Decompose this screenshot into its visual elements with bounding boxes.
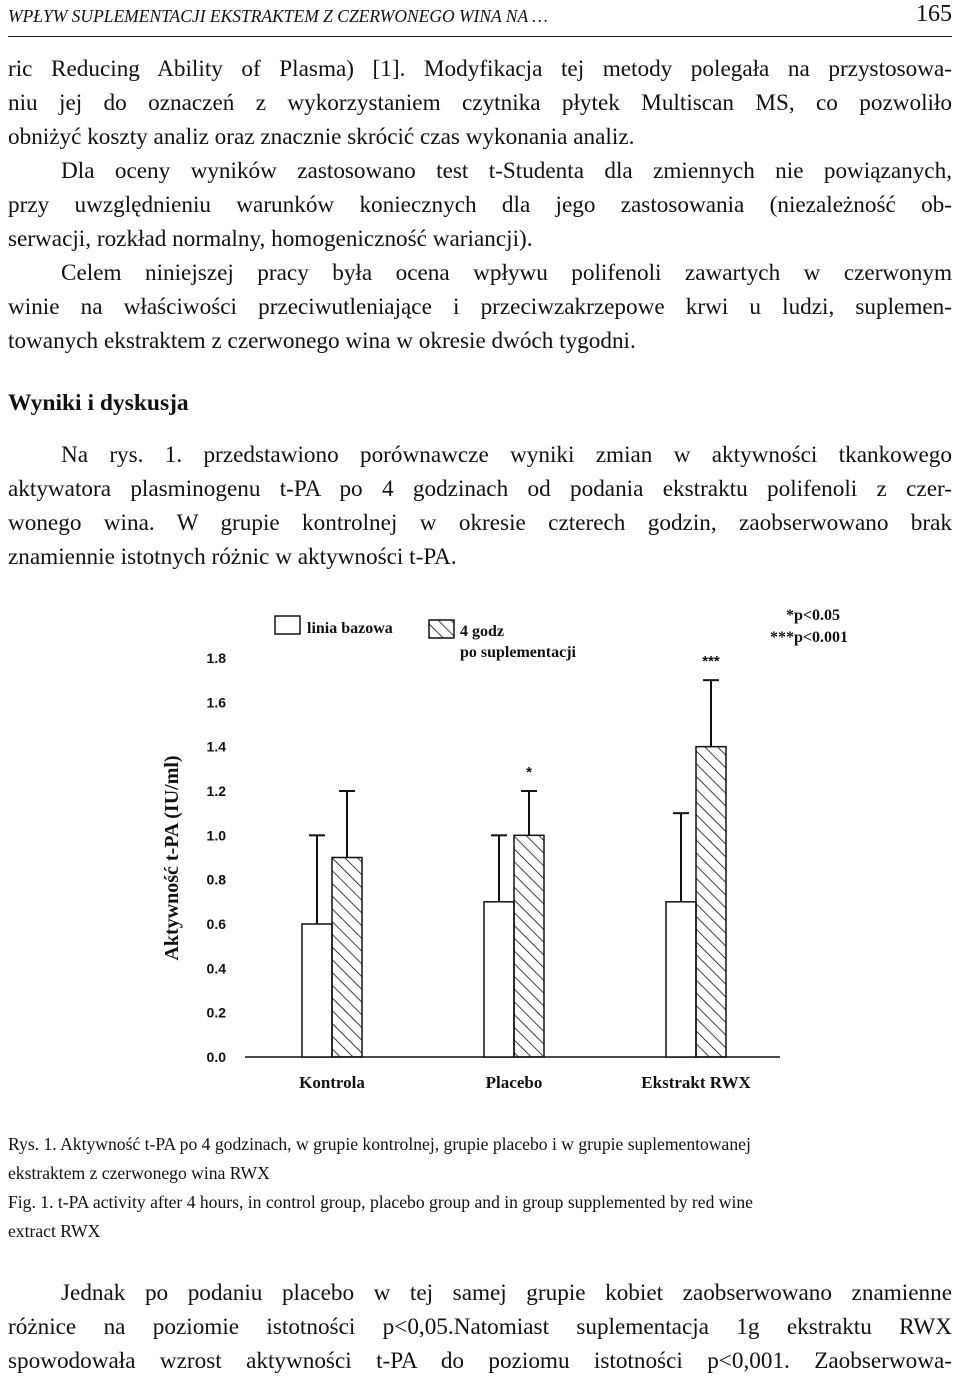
text-line: Dla oceny wyników zastosowano test t-Studenta dla zmiennych nie powiązanych, bbox=[61, 158, 952, 184]
y-axis-label: Aktywność t-PA (IU/ml) bbox=[161, 755, 183, 961]
bar-baseline bbox=[666, 902, 696, 1057]
text-line: winie na właściwości przeciwutleniające i przeciwzakrzepowe krwi u ludzi, suplemen- bbox=[8, 294, 952, 320]
x-category-label: Placebo bbox=[485, 1073, 543, 1092]
x-category-label: Kontrola bbox=[299, 1073, 365, 1092]
text-line: wonego wina. W grupie kontrolnej w okresie czterech godzin, zaobserwowano brak bbox=[8, 510, 952, 536]
paragraph-2 bbox=[8, 154, 952, 256]
y-tick-label: 0.6 bbox=[206, 916, 226, 932]
text-line: przy uwzględnieniu warunków koniecznych dla jego zastosowania (niezależność ob- bbox=[8, 192, 952, 218]
text-line: ric Reducing Ability of Plasma) [1]. Modyfikacja tej metody polegała na przystosowa- bbox=[8, 56, 952, 82]
text-line: spowodowała wzrost aktywności t-PA do poziomu istotności p<0,001. Zaobserwowa- bbox=[8, 1348, 952, 1374]
legend-label-baseline: linia bazowa bbox=[307, 620, 393, 637]
y-tick-label: 0.2 bbox=[206, 1004, 226, 1021]
legend-label-supplemented: 4 godz bbox=[460, 623, 504, 640]
caption-line: Rys. 1. Aktywność t-PA po 4 godzinach, w grupie kontrolnej, grupie placebo i w grupie suplementowanej bbox=[8, 1134, 751, 1154]
paragraph-5 bbox=[8, 1276, 952, 1378]
x-category-label: Ekstrakt RWX bbox=[641, 1073, 751, 1092]
text-line: Jednak po podaniu placebo w tej samej grupie kobiet zaobserwowano znamienne bbox=[61, 1280, 952, 1306]
running-header-title: WPŁYW SUPLEMENTACJI EKSTRAKTEM Z CZERWONEGO WINA NA … bbox=[8, 6, 548, 26]
y-tick-label: 0.8 bbox=[206, 871, 226, 888]
caption-line: ekstraktem z czerwonego wina RWX bbox=[8, 1163, 270, 1183]
figure-caption-pl bbox=[8, 1130, 952, 1188]
figure-1 bbox=[0, 590, 960, 1110]
bar-after-supplementation bbox=[514, 835, 544, 1057]
text-line: towanych ekstraktem z czerwonego wina w okresie dwóch tygodni. bbox=[8, 328, 636, 354]
bar-after-supplementation bbox=[696, 747, 726, 1057]
bar-baseline bbox=[302, 924, 332, 1057]
y-tick-label: 0.0 bbox=[206, 1049, 226, 1065]
y-tick-label: 1.4 bbox=[206, 738, 226, 755]
legend-label-supplemented: po suplementacji bbox=[460, 644, 576, 661]
text-line: niu jej do oznaczeń z wykorzystaniem czytnika płytek Multiscan MS, co pozwoliło bbox=[8, 90, 952, 116]
bar-chart bbox=[0, 590, 960, 1110]
bar-baseline bbox=[484, 902, 514, 1057]
section-heading: Wyniki i dyskusja bbox=[8, 390, 189, 416]
page-number: 165 bbox=[916, 1, 952, 27]
y-tick-label: 1.2 bbox=[206, 783, 226, 799]
y-tick-label: 1.0 bbox=[206, 827, 226, 844]
paragraph-3 bbox=[8, 256, 952, 358]
y-tick-label: 1.8 bbox=[206, 650, 226, 666]
significance-mark: * bbox=[526, 764, 532, 781]
significance-legend: *p<0.05 bbox=[785, 607, 840, 624]
text-line: aktywatora plasminogenu t-PA po 4 godzinach od podania ekstraktu polifenoli z czer- bbox=[8, 476, 952, 502]
running-header bbox=[8, 1, 952, 30]
caption-line: extract RWX bbox=[8, 1221, 101, 1241]
bar-after-supplementation bbox=[332, 858, 362, 1058]
figure-caption-en bbox=[8, 1188, 952, 1246]
text-line: znamiennie istotnych różnic w aktywności t-PA. bbox=[8, 544, 457, 570]
text-line: Na rys. 1. przedstawiono porównawcze wyniki zmian w aktywności tkankowego bbox=[61, 442, 952, 468]
caption-line: Fig. 1. t-PA activity after 4 hours, in control group, placebo group and in group supplemented by red wine bbox=[8, 1192, 753, 1212]
significance-legend: ***p<0.001 bbox=[769, 629, 848, 646]
header-rule bbox=[8, 36, 952, 37]
y-tick-label: 1.6 bbox=[206, 694, 226, 711]
text-line: obniżyć koszty analiz oraz znacznie skrócić czas wykonania analiz. bbox=[8, 124, 635, 150]
legend-swatch-baseline bbox=[275, 616, 300, 634]
paragraph-4 bbox=[8, 438, 952, 574]
text-line: Celem niniejszej pracy była ocena wpływu polifenoli zawartych w czerwonym bbox=[61, 260, 952, 286]
text-line: różnice na poziomie istotności p<0,05.Natomiast suplementacja 1g ekstraktu RWX bbox=[8, 1314, 952, 1340]
text-line: serwacji, rozkład normalny, homogeniczność wariancji). bbox=[8, 226, 533, 252]
y-tick-label: 0.4 bbox=[206, 960, 226, 977]
legend-swatch-supplemented bbox=[429, 620, 454, 638]
significance-mark: *** bbox=[702, 653, 720, 671]
paragraph-1 bbox=[8, 52, 952, 154]
